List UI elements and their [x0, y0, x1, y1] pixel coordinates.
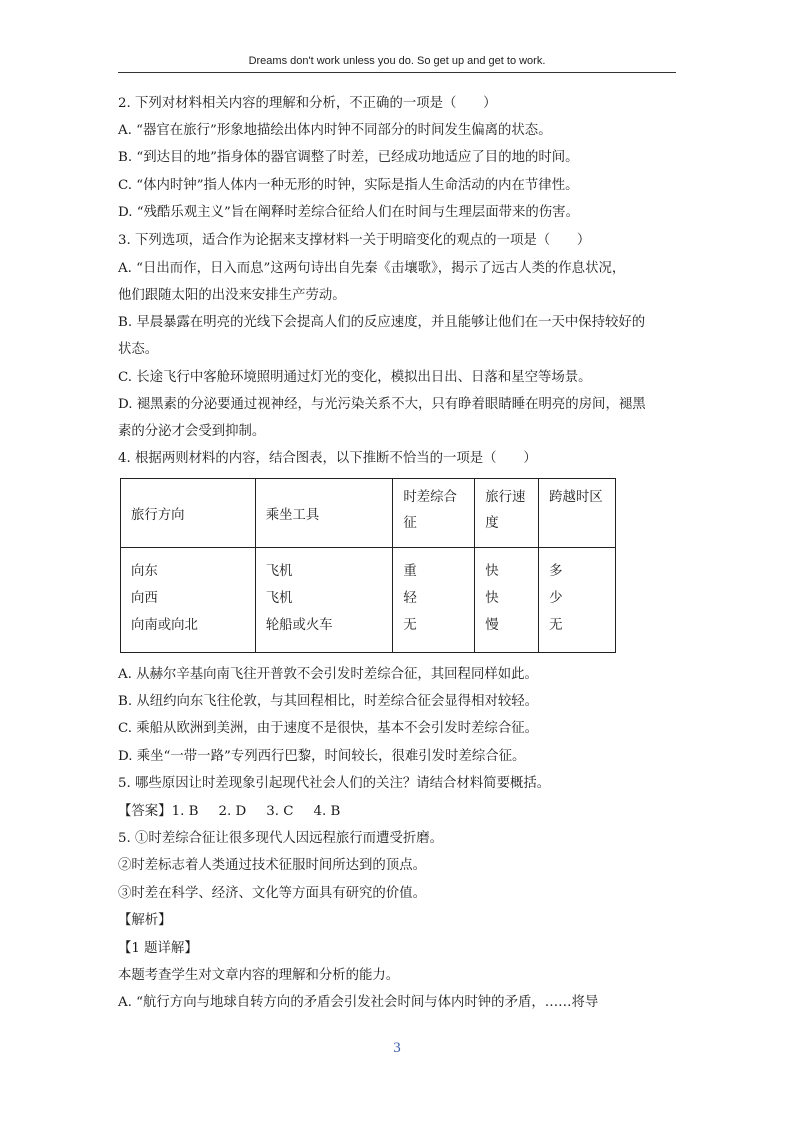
analysis-intro: 本题考查学生对文章内容的理解和分析的能力。: [118, 968, 400, 983]
answer-5-point-3: ③时差在科学、经济、文化等方面具有研究的价值。: [118, 886, 426, 901]
header-divider: [118, 72, 676, 73]
answer-line: [118, 803, 340, 821]
header-vehicle: 乘坐工具: [255, 479, 393, 548]
question-3-option-b-cont: 状态。: [118, 342, 159, 357]
table-cell: 向西: [131, 591, 158, 606]
table-cell: 快: [485, 564, 499, 579]
question-2-option-b: B. “到达目的地”指身体的器官调整了时差，已经成功地适应了目的地的时间。: [118, 150, 579, 165]
table-cell: 轻: [403, 591, 417, 606]
table-cell: 轮船或火车: [265, 618, 333, 633]
answer-item: 3. C: [266, 804, 294, 819]
question-2-stem: 2. 下列对材料相关内容的理解和分析，不正确的一项是（ ）: [118, 96, 497, 111]
header-motto: Dreams don't work unless you do. So get up and get to work.: [248, 55, 546, 67]
table-body-row: [121, 548, 616, 653]
jet-lag-cell: [393, 548, 475, 653]
question-4-option-a: A. 从赫尔辛基向南飞往开普敦不会引发时差综合征，其回程同样如此。: [118, 667, 538, 682]
analysis-heading: 【解析】: [118, 913, 172, 928]
table-cell: 少: [549, 591, 563, 606]
analysis-option-a: A. “航行方向与地球自转方向的矛盾会引发社会时间与体内时钟的矛盾，……将导: [118, 995, 599, 1010]
question-3-option-a-cont: 他们跟随太阳的出没来安排生产劳动。: [118, 288, 346, 303]
header-direction: 旅行方向: [121, 479, 256, 548]
table-cell: 飞机: [265, 564, 293, 579]
header-jet-lag: 时差综合征: [393, 479, 475, 548]
question-4-option-b: B. 从纽约向东飞往伦敦，与其回程相比，时差综合征会显得相对较轻。: [118, 694, 539, 709]
question-4-option-d: D. 乘坐“一带一路”专列西行巴黎，时间较长，很难引发时差综合征。: [118, 749, 526, 764]
table-cell: 快: [485, 591, 499, 606]
question-3-stem: 3. 下列选项，适合作为论据来支撑材料一关于明暗变化的观点的一项是（ ）: [118, 233, 591, 248]
question-2-option-a: A. “器官在旅行”形象地描绘出体内时钟不同部分的时间发生偏离的状态。: [118, 123, 552, 138]
answer-5-point-2: ②时差标志着人类通过技术征服时间所达到的顶点。: [118, 858, 426, 873]
answer-label: 【答案】: [118, 804, 172, 819]
vehicle-cell: [255, 548, 393, 653]
question-2-option-d: D. “残酷乐观主义”旨在阐释时差综合征给人们在时间与生理层面带来的伤害。: [118, 205, 579, 220]
table-cell: 无: [403, 618, 417, 633]
header-time-zones: 跨越时区: [539, 479, 616, 548]
question-3-option-a: A. “日出而作，日入而息”这两句诗出自先秦《击壤歌》，揭示了远古人类的作息状况，: [118, 261, 626, 276]
answer-5-point-1: 5. ①时差综合征让很多现代人因远程旅行而遭受折磨。: [118, 831, 444, 846]
question-3-option-c: C. 长途飞行中客舱环境照明通过灯光的变化，模拟出日出、日落和星空等场景。: [118, 370, 592, 385]
speed-cell: [475, 548, 539, 653]
question-3-option-d-cont: 素的分泌才会受到抑制。: [118, 424, 266, 439]
question-1-detail-heading: 【1 题详解】: [118, 941, 198, 956]
table-cell: 多: [549, 564, 563, 579]
table-cell: 无: [549, 618, 563, 633]
table-header-row: [121, 479, 616, 548]
page-number: 3: [393, 1040, 401, 1056]
direction-cell: [121, 548, 256, 653]
jet-lag-table: [120, 478, 616, 653]
header-speed: 旅行速度: [475, 479, 539, 548]
question-4-stem: 4. 根据两则材料的内容，结合图表，以下推断不恰当的一项是（ ）: [118, 451, 537, 466]
answer-item: 1. B: [171, 804, 199, 819]
time-zones-cell: [539, 548, 616, 653]
table-cell: 飞机: [265, 591, 293, 606]
question-5-stem: 5. 哪些原因让时差现象引起现代社会人们的关注？请结合材料简要概括。: [118, 776, 551, 791]
table-cell: 向南或向北: [131, 618, 198, 633]
answer-item: 2. D: [218, 804, 247, 819]
table-cell: 向东: [131, 564, 158, 579]
answer-item: 4. B: [313, 804, 341, 819]
question-4-option-c: C. 乘船从欧洲到美洲，由于速度不是很快，基本不会引发时差综合征。: [118, 721, 538, 736]
table-cell: 重: [403, 564, 417, 579]
question-2-option-c: C. “体内时钟”指人体内一种无形的时钟，实际是指人生命活动的内在节律性。: [118, 178, 579, 193]
table-cell: 慢: [485, 618, 499, 633]
question-3-option-b: B. 早晨暴露在明亮的光线下会提高人们的反应速度，并且能够让他们在一天中保持较好的: [118, 315, 646, 330]
question-3-option-d: D. 褪黑素的分泌要通过视神经，与光污染关系不大，只有睁着眼睛睡在明亮的房间，褪黑: [118, 397, 646, 412]
